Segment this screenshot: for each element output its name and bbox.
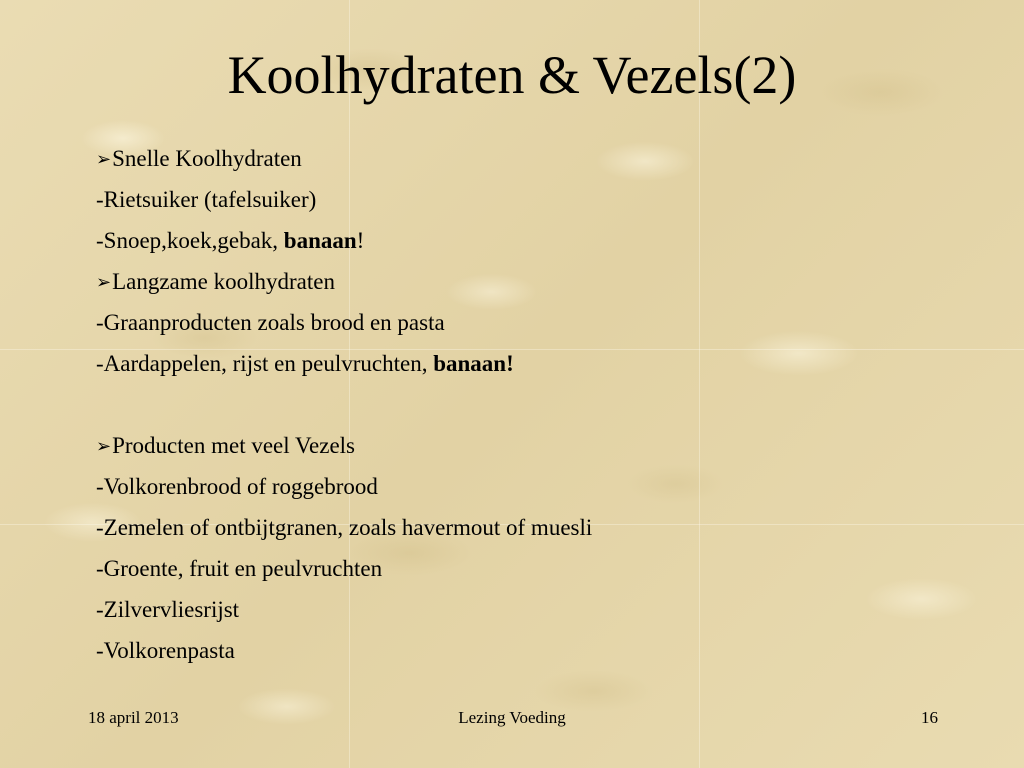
list-item	[96, 142, 956, 183]
emphasis-text: banaan	[283, 228, 357, 253]
footer-date: 18 april 2013	[88, 708, 179, 727]
page-number: 16	[921, 708, 938, 727]
arrowhead-bullet-icon: ➢	[96, 436, 112, 457]
list-item-text: -Volkorenpasta	[96, 638, 235, 663]
list-item	[96, 511, 956, 552]
list-item-text: Langzame koolhydraten	[112, 269, 335, 294]
list-item	[96, 552, 956, 593]
arrowhead-bullet-icon: ➢	[96, 272, 112, 293]
list-item	[96, 470, 956, 511]
slide-body	[96, 142, 956, 675]
emphasis-text: banaan!	[433, 351, 514, 376]
list-item	[96, 347, 956, 388]
blank-line	[96, 388, 956, 429]
list-item-text: -Aardappelen, rijst en peulvruchten,	[96, 351, 434, 376]
list-item-text: -Volkorenbrood of roggebrood	[96, 474, 378, 499]
list-item	[96, 265, 956, 306]
list-item-text: Snelle Koolhydraten	[112, 146, 302, 171]
list-item	[96, 593, 956, 634]
slide-title: Koolhydraten & Vezels(2)	[227, 45, 797, 105]
list-item-text: -Zilvervliesrijst	[96, 597, 240, 622]
list-item-text: Producten met veel Vezels	[112, 433, 356, 458]
list-item-text: -Zemelen of ontbijtgranen, zoals havermout of muesli	[96, 515, 593, 540]
list-item	[96, 224, 956, 265]
list-item-suffix: !	[356, 228, 365, 253]
arrowhead-bullet-icon: ➢	[96, 149, 112, 170]
list-item-text: -Graanproducten zoals brood en pasta	[96, 310, 445, 335]
list-item-text: -Groente, fruit en peulvruchten	[96, 556, 383, 581]
list-item	[96, 183, 956, 224]
footer-title: Lezing Voeding	[458, 708, 566, 727]
list-item	[96, 429, 956, 470]
list-item	[96, 634, 956, 675]
list-item-text: -Rietsuiker (tafelsuiker)	[96, 187, 317, 212]
list-item	[96, 306, 956, 347]
list-item-text: -Snoep,koek,gebak,	[96, 228, 284, 253]
